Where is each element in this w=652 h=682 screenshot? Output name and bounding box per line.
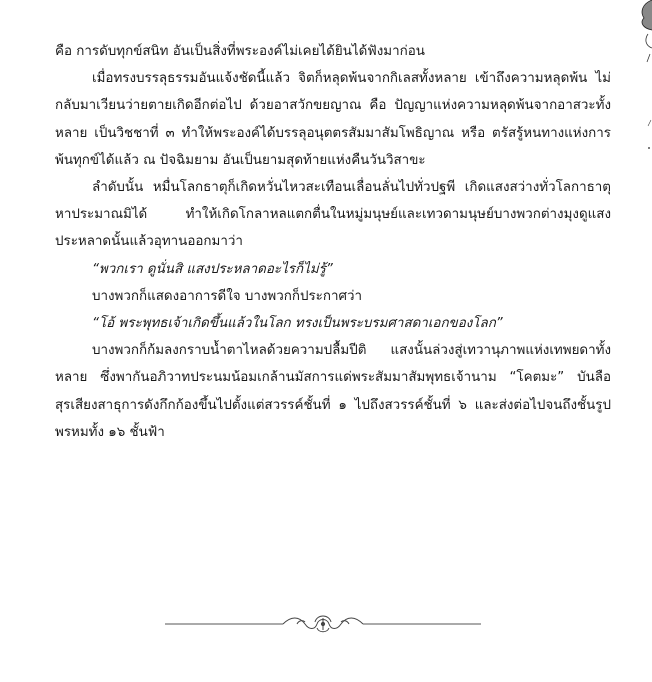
main-text xyxy=(55,38,611,446)
paragraph-some-rejoiced: บางพวกก็แสดงอาการดีใจ บางพวกก็ประกาศว่า xyxy=(92,288,363,304)
paragraph-devas-homage: บางพวกก็ก้มลงกราบน้ำตาไหลด้วยความปลื้มปีติ แสงนั้นล่วงสู่เทวานุภาพแห่งเทพยดาทั้งหลาย ซึ่งพากันอภิวาทประนมน้อมเกล้านมัสการแด่พระสัมมาสัมพุทธเจ้านาม “โคตมะ” บันลือสุรเสียงสาธุการดังกึกก้องขึ้นไปตั้งแต่สวรรค์ชั้นที่ ๑ ไปถึงสวรรค์ชั้นที่ ๖ และส่งต่อไปจนถึงชั้นรูปพรหมทั้ง ๑๖ ชั้นฟ้า xyxy=(55,343,611,440)
paragraph-enlightenment: เมื่อทรงบรรลุธรรมอันแจ้งชัดนี้แล้ว จิตก็หลุดพ้นจากกิเลสทั้งหลาย เข้าถึงความหลุดพ้น ไม่กลับมาเวียนว่ายตายเกิดอีกต่อไป ด้วยอาสวักขยญาณ คือ ปัญญาแห่งความหลุดพ้นจากอาสวะทั้งหลาย เป็นวิชชาที่ ๓ ทำให้พระองค์ได้บรรลุอนุตตรสัมมาสัมโพธิญาณ หรือ ตรัสรู้หนทางแห่งการพ้นทุกข์ได้แล้ว ณ ปัจฉิมยาม อันเป็นยามสุดท้ายแห่งคืนวันวิสาขะ xyxy=(55,71,611,168)
continuation-line: คือ การดับทุกข์สนิท อันเป็นสิ่งที่พระองค์ไม่เคยได้ยินได้ฟังมาก่อน xyxy=(55,44,425,59)
quote-buddha-arisen: “โอ้ พระพุทธเจ้าเกิดขึ้นแล้วในโลก ทรงเป็นพระบรมศาสดาเอกของโลก” xyxy=(92,316,503,332)
quote-strange-light: “พวกเรา ดูนั่นสิ แสงประหลาดอะไรก็ไม่รู้” xyxy=(92,261,333,277)
paragraph-earthquake: ลำดับนั้น หมื่นโลกธาตุก็เกิดหวั่นไหวสะเทือนเลื่อนลั่นไปทั่วปฐพี เกิดแสงสว่างทั่วโลกาธาตุหาประมาณมิได้ ทำให้เกิดโกลาหลแตกตื่นในหมู่มนุษย์และเทวดามนุษย์บางพวกต่างมุงดูแสงประหลาดนั้นแล้วอุทานออกมาว่า xyxy=(55,180,611,250)
partial-illustration-edge-icon xyxy=(638,0,652,160)
floral-divider-ornament-icon xyxy=(165,612,481,636)
